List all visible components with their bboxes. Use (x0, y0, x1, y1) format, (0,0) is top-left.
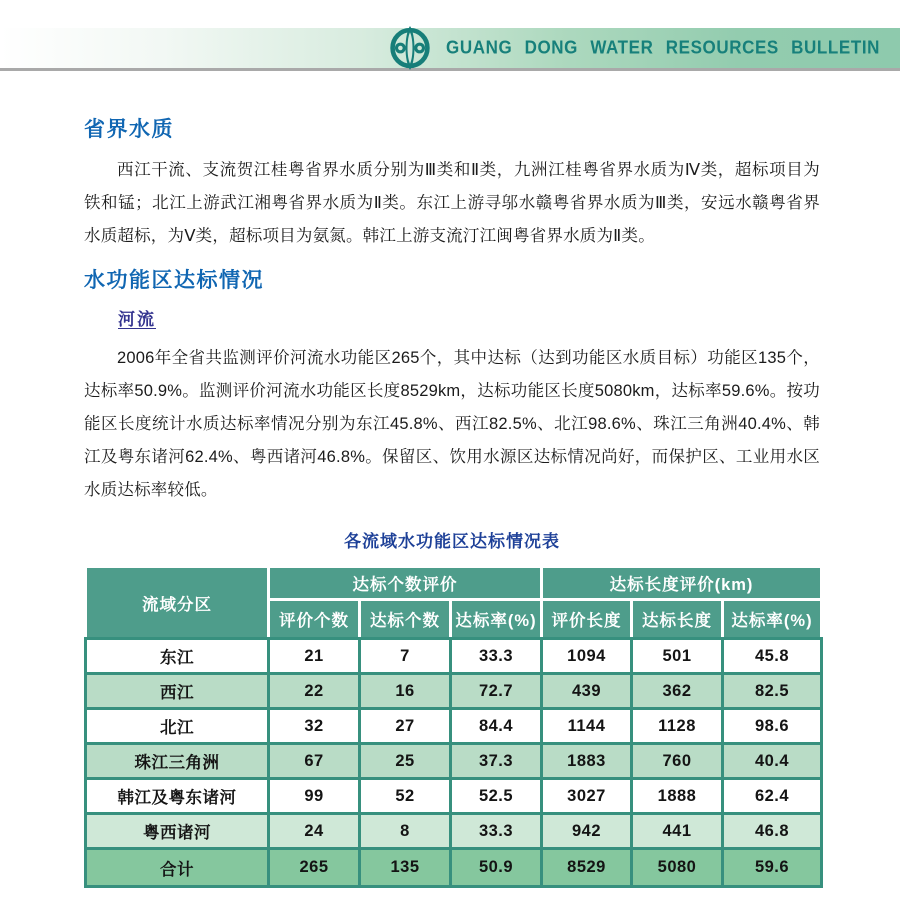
subsection-heading-rivers: 河流 (118, 310, 156, 329)
cell: 8529 (542, 849, 632, 887)
basin-name: 韩江及粤东诸河 (86, 779, 269, 814)
cell: 50.9 (451, 849, 542, 887)
table-row-dongjiang (86, 639, 822, 674)
table-group-header-row (86, 567, 822, 600)
column-header-evaluated-length: 评价长度 (542, 600, 632, 639)
cell: 46.8 (723, 814, 822, 849)
cell: 72.7 (451, 674, 542, 709)
basin-compliance-table (84, 565, 823, 888)
column-header-basin: 流域分区 (86, 567, 269, 639)
paragraph-boundary-quality: 西江干流、支流贺江桂粤省界水质分别为Ⅲ类和Ⅱ类，九洲江桂粤省界水质为Ⅳ类，超标项目为铁和锰；北江上游武江湘粤省界水质为Ⅱ类。东江上游寻邬水赣粤省界水质为Ⅲ类，安远水赣粤省界水质超标，为Ⅴ类，超标项目为氨氮。韩江上游支流汀江闽粤省界水质为Ⅱ类。 (84, 161, 820, 245)
column-header-compliant-count: 达标个数 (360, 600, 451, 639)
document-body (84, 117, 820, 888)
table-row-beijiang (86, 709, 822, 744)
cell: 5080 (632, 849, 723, 887)
section-heading-function-zone: 水功能区达标情况 (84, 269, 264, 292)
table-title: 各流域水功能区达标情况表 (344, 532, 560, 551)
basin-name: 合计 (86, 849, 269, 887)
basin-name: 东江 (86, 639, 269, 674)
cell: 24 (269, 814, 360, 849)
section-heading-boundary-quality: 省界水质 (84, 118, 174, 141)
basin-name: 北江 (86, 709, 269, 744)
cell: 7 (360, 639, 451, 674)
cell: 45.8 (723, 639, 822, 674)
bulletin-title: GUANG DONG WATER RESOURCES BULLETIN (446, 37, 881, 58)
cell: 22 (269, 674, 360, 709)
column-header-compliance-rate-length: 达标率(%) (723, 600, 822, 639)
table-row-hanjiang-east (86, 779, 822, 814)
cell: 62.4 (723, 779, 822, 814)
cell: 84.4 (451, 709, 542, 744)
cell: 8 (360, 814, 451, 849)
cell: 21 (269, 639, 360, 674)
cell: 98.6 (723, 709, 822, 744)
cell: 67 (269, 744, 360, 779)
basin-name: 西江 (86, 674, 269, 709)
cell: 1883 (542, 744, 632, 779)
cell: 1128 (632, 709, 723, 744)
cell: 3027 (542, 779, 632, 814)
cell: 52 (360, 779, 451, 814)
cell: 25 (360, 744, 451, 779)
cell: 362 (632, 674, 723, 709)
table-row-west-rivers (86, 814, 822, 849)
paragraph-function-zone: 2006年全省共监测评价河流水功能区265个，其中达标（达到功能区水质目标）功能区135个，达标率50.9%。监测评价河流水功能区长度8529km，达标功能区长度5080km，达标率59.6%。按功能区长度统计水质达标率情况分别为东江45.8%、西江82.5%、北江98.6%、珠江三角洲40.4%、韩江及粤东诸河62.4%、粤西诸河46.8%。保留区、饮用水源区达标情况尚好，而保护区、工业用水区水质达标率较低。 (84, 349, 820, 499)
cell: 1094 (542, 639, 632, 674)
cell: 33.3 (451, 639, 542, 674)
cell: 32 (269, 709, 360, 744)
cell: 501 (632, 639, 723, 674)
cell: 441 (632, 814, 723, 849)
cell: 760 (632, 744, 723, 779)
cell: 1888 (632, 779, 723, 814)
basin-name: 珠江三角洲 (86, 744, 269, 779)
table-row-xijiang (86, 674, 822, 709)
column-header-evaluated-count: 评价个数 (269, 600, 360, 639)
column-group-count-evaluation: 达标个数评价 (269, 567, 542, 600)
water-resources-emblem-icon (388, 25, 432, 71)
cell: 82.5 (723, 674, 822, 709)
cell: 265 (269, 849, 360, 887)
cell: 16 (360, 674, 451, 709)
column-header-compliant-length: 达标长度 (632, 600, 723, 639)
column-group-length-evaluation: 达标长度评价(km) (542, 567, 822, 600)
header-divider (0, 68, 900, 71)
cell: 27 (360, 709, 451, 744)
cell: 99 (269, 779, 360, 814)
cell: 52.5 (451, 779, 542, 814)
basin-name: 粤西诸河 (86, 814, 269, 849)
column-header-compliance-rate-count: 达标率(%) (451, 600, 542, 639)
cell: 1144 (542, 709, 632, 744)
cell: 942 (542, 814, 632, 849)
table-row-total (86, 849, 822, 887)
cell: 439 (542, 674, 632, 709)
cell: 33.3 (451, 814, 542, 849)
bulletin-page (0, 28, 900, 906)
table-row-pearl-delta (86, 744, 822, 779)
cell: 37.3 (451, 744, 542, 779)
cell: 135 (360, 849, 451, 887)
cell: 40.4 (723, 744, 822, 779)
page-header-banner (0, 28, 900, 68)
cell: 59.6 (723, 849, 822, 887)
